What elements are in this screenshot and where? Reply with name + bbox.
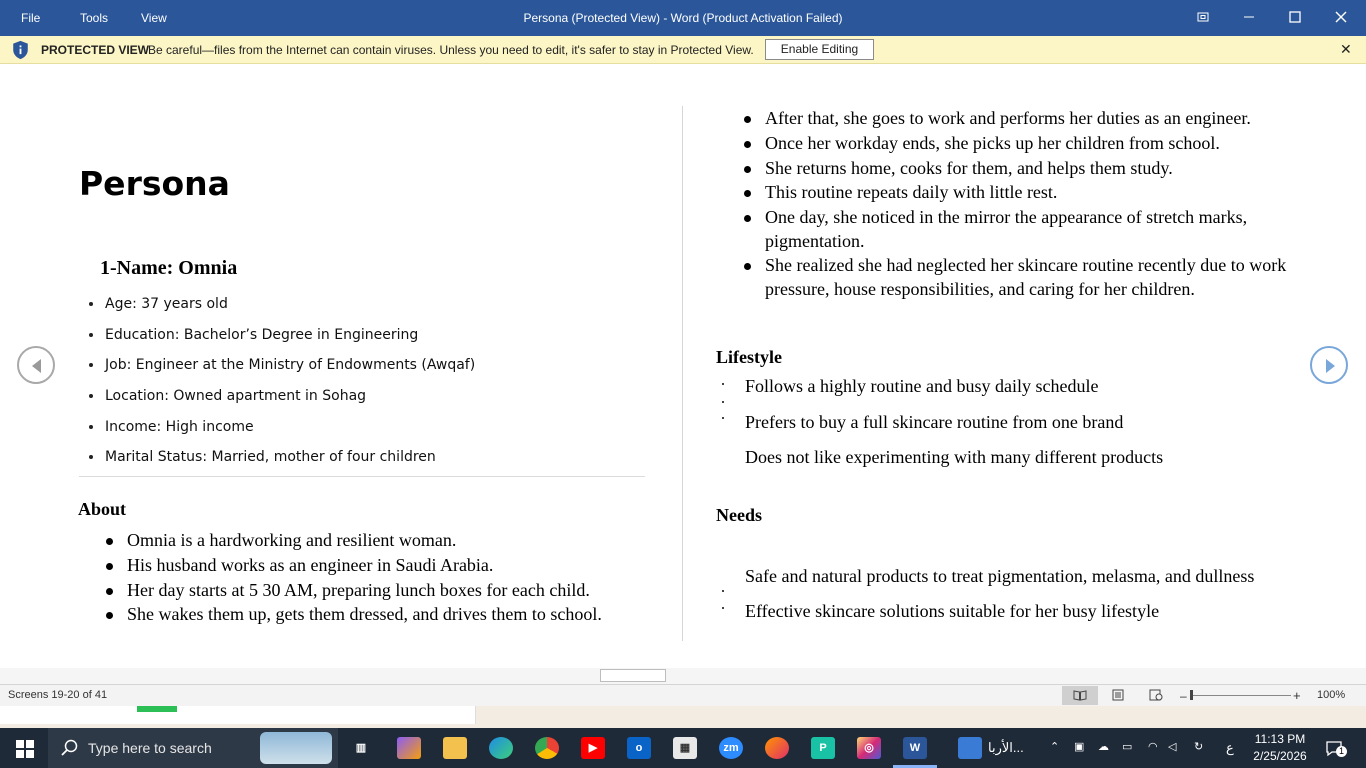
bullet-mark bbox=[722, 383, 724, 385]
pexels-icon[interactable]: P bbox=[811, 737, 835, 759]
page-title: Persona bbox=[79, 164, 230, 203]
windows-start-icon[interactable] bbox=[16, 740, 34, 761]
list-item: One day, she noticed in the mirror the appearance of stretch marks, pigmentation. bbox=[741, 206, 1301, 253]
info-item-location: Location: Owned apartment in Sohag bbox=[79, 384, 475, 415]
onedrive-icon[interactable]: ☁ bbox=[1098, 741, 1109, 753]
clock-time: 11:13 PM bbox=[1254, 732, 1306, 746]
file-explorer-icon[interactable] bbox=[443, 737, 467, 759]
info-item-income: Income: High income bbox=[79, 415, 475, 446]
read-mode-icon[interactable] bbox=[1062, 686, 1098, 705]
bullet-mark bbox=[722, 417, 724, 419]
about-heading: About bbox=[78, 499, 127, 519]
zoom-in-button[interactable]: + bbox=[1293, 688, 1301, 703]
word-icon[interactable]: W bbox=[903, 737, 927, 759]
previous-screen-button[interactable] bbox=[17, 346, 55, 384]
close-bar-icon[interactable]: ✕ bbox=[1340, 41, 1352, 57]
list-item: She returns home, cooks for them, and helps them study. bbox=[741, 157, 1301, 181]
search-placeholder: Type here to search bbox=[88, 740, 212, 756]
next-screen-button[interactable] bbox=[1310, 346, 1348, 384]
list-item: Effective skincare solutions suitable for her busy lifestyle bbox=[745, 601, 1160, 621]
wifi-icon[interactable]: ◠ bbox=[1148, 741, 1158, 753]
copilot-icon[interactable] bbox=[397, 737, 421, 759]
background-panel bbox=[0, 706, 476, 724]
info-list bbox=[79, 292, 475, 476]
system-clock[interactable] bbox=[1250, 731, 1310, 765]
outlook-icon[interactable]: o bbox=[627, 737, 651, 759]
minimize-icon[interactable] bbox=[1226, 0, 1272, 36]
background-window-strip bbox=[0, 706, 1366, 728]
window-title: Persona (Protected View) - Word (Product Activation Failed) bbox=[523, 11, 843, 25]
bullet-mark bbox=[722, 401, 724, 403]
list-item: Follows a highly routine and busy daily schedule bbox=[745, 376, 1099, 396]
taskbar bbox=[0, 728, 1366, 768]
list-item: She realized she had neglected her skincare routine recently due to work pressure, house responsibilities, and caring for her children. bbox=[741, 254, 1301, 301]
web-layout-icon[interactable] bbox=[1138, 686, 1174, 705]
name-heading: 1-Name: Omnia bbox=[100, 257, 238, 279]
bullet-mark bbox=[722, 607, 724, 609]
instagram-icon[interactable]: ◎ bbox=[857, 737, 881, 759]
arrow-left-icon bbox=[29, 357, 45, 375]
title-bar bbox=[0, 0, 1366, 36]
info-item-job: Job: Engineer at the Ministry of Endowments (Awqaf) bbox=[79, 353, 475, 384]
list-item: This routine repeats daily with little rest. bbox=[741, 181, 1301, 205]
info-item-age: Age: 37 years old bbox=[79, 292, 475, 323]
zoom-app-icon[interactable]: zm bbox=[719, 737, 743, 759]
sync-icon[interactable]: ↻ bbox=[1194, 741, 1204, 753]
chrome-icon[interactable] bbox=[535, 737, 559, 759]
menu-file[interactable]: File bbox=[21, 11, 41, 25]
protected-view-bar bbox=[0, 36, 1366, 64]
list-item: She wakes them up, gets them dressed, and drives them to school. bbox=[103, 603, 663, 627]
lifestyle-heading: Lifestyle bbox=[716, 347, 782, 367]
zoom-slider-handle[interactable] bbox=[1190, 690, 1193, 700]
fullscreen-icon[interactable] bbox=[1180, 0, 1226, 36]
shield-icon bbox=[11, 40, 30, 60]
edge-icon[interactable] bbox=[489, 737, 513, 759]
status-bar bbox=[0, 684, 1366, 706]
list-item: Prefers to buy a full skincare routine from one brand bbox=[745, 412, 1124, 432]
protected-view-message: Be careful—files from the Internet can contain viruses. Unless you need to edit, it's safer to stay in Protected View. bbox=[148, 43, 754, 57]
background-accent bbox=[137, 706, 177, 712]
maximize-icon[interactable] bbox=[1272, 0, 1318, 36]
clock-date: 2/25/2026 bbox=[1253, 749, 1307, 763]
taskbar-search-box[interactable] bbox=[48, 728, 338, 768]
routine-list bbox=[741, 107, 1301, 303]
close-icon[interactable] bbox=[1318, 0, 1364, 36]
notification-count: 1 bbox=[1336, 746, 1347, 757]
menu-view[interactable]: View bbox=[141, 11, 167, 25]
volume-icon[interactable]: ◁ bbox=[1168, 741, 1177, 753]
youtube-icon[interactable]: ▶ bbox=[581, 737, 605, 759]
info-item-education: Education: Bachelor’s Degree in Engineering bbox=[79, 323, 475, 354]
zoom-out-button[interactable]: – bbox=[1180, 689, 1187, 703]
meet-now-icon[interactable]: ▣ bbox=[1074, 741, 1085, 753]
list-item: Does not like experimenting with many different products bbox=[745, 447, 1164, 467]
zoom-slider[interactable] bbox=[1191, 695, 1291, 696]
enable-editing-button[interactable]: Enable Editing bbox=[765, 39, 874, 60]
protected-view-label: PROTECTED VIEW bbox=[41, 43, 150, 57]
chevron-up-icon[interactable]: ⌃ bbox=[1050, 741, 1060, 753]
info-item-marital-status: Marital Status: Married, mother of four children bbox=[79, 445, 475, 476]
search-highlight-image bbox=[260, 732, 332, 764]
search-icon bbox=[61, 739, 79, 757]
firefox-icon[interactable] bbox=[765, 737, 789, 759]
scroll-thumb[interactable] bbox=[600, 669, 666, 682]
document-view bbox=[0, 64, 1366, 668]
battery-icon[interactable]: ▭ bbox=[1122, 741, 1133, 753]
page-divider bbox=[682, 106, 683, 641]
needs-heading: Needs bbox=[716, 505, 762, 525]
word-doc-label[interactable]: الأربا... bbox=[988, 740, 1024, 755]
menu-tools[interactable]: Tools bbox=[80, 11, 109, 25]
about-list bbox=[103, 529, 663, 628]
print-layout-icon[interactable] bbox=[1100, 686, 1136, 705]
list-item: Her day starts at 5 30 AM, preparing lunch boxes for each child. bbox=[103, 579, 663, 603]
list-item: Safe and natural products to treat pigmentation, melasma, and dullness bbox=[745, 566, 1255, 586]
list-item: His husband works as an engineer in Saudi Arabia. bbox=[103, 554, 663, 578]
section-divider bbox=[79, 476, 645, 477]
zoom-level[interactable]: 100% bbox=[1317, 689, 1346, 701]
horizontal-scroll-area bbox=[0, 668, 1366, 684]
list-item: After that, she goes to work and performs her duties as an engineer. bbox=[741, 107, 1301, 131]
screen-count: Screens 19-20 of 41 bbox=[8, 689, 108, 701]
arrow-right-icon bbox=[1322, 357, 1338, 375]
list-item: Once her workday ends, she picks up her children from school. bbox=[741, 132, 1301, 156]
list-item: Omnia is a hardworking and resilient woman. bbox=[103, 529, 663, 553]
input-language[interactable]: ع bbox=[1226, 740, 1234, 755]
word-doc-icon[interactable] bbox=[958, 737, 982, 759]
store-icon[interactable]: ▦ bbox=[673, 737, 697, 759]
bullet-mark bbox=[722, 590, 724, 592]
task-view-icon[interactable]: ▥ bbox=[355, 742, 367, 754]
notification-icon[interactable] bbox=[1324, 738, 1344, 758]
